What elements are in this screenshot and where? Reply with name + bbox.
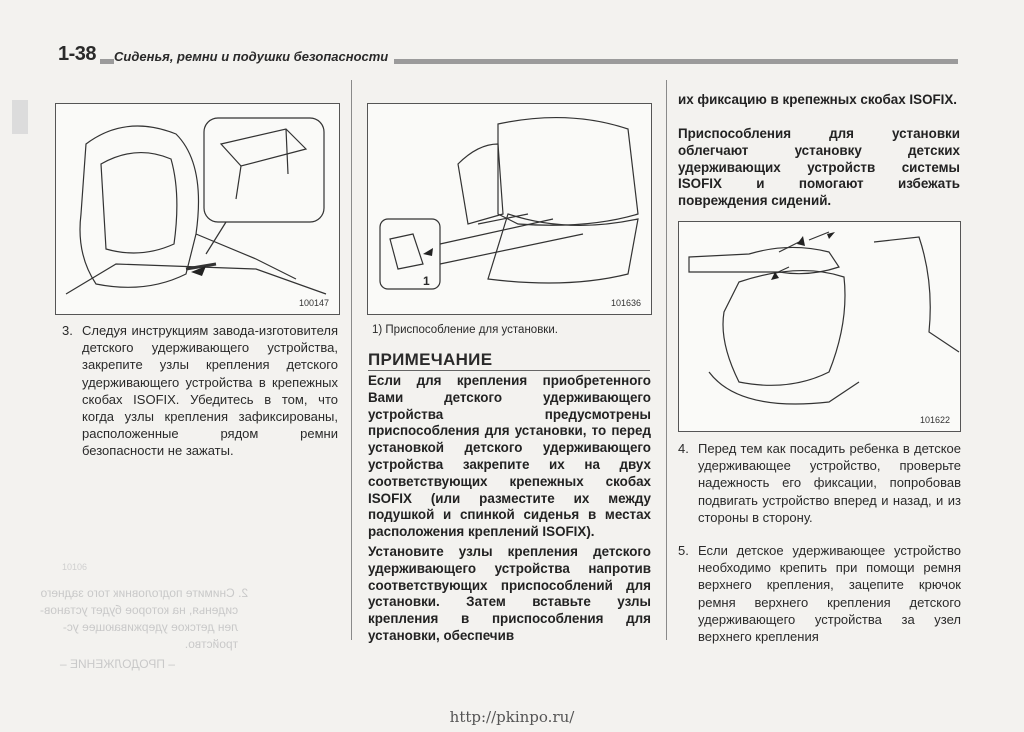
figure-number: 101636 [610, 298, 641, 308]
note-continued-2: Приспособления для установки облегчают установку детских удерживающих устройств системы ISOFIX и помогают избежать повреждения сидений. [678, 126, 960, 209]
figure-rear-seat [367, 103, 652, 315]
bleed-through-text: 2. Снимите подголовник того заднего сиденья, на которое будет установ- лен детское удерживающее ус- тройство. [40, 586, 249, 651]
column-divider-2 [666, 80, 667, 640]
figure-number: 101622 [919, 415, 950, 425]
step-number: 5. [678, 543, 689, 558]
rear-seat-illustration [368, 104, 651, 314]
note-paragraph-2: Установите узлы крепления детского удерживающего устройства напротив соответствующих приспособлений для установки. Затем вставьте узлы крепления в приспособления для установки, обеспечив [368, 544, 651, 643]
step-4 [678, 440, 961, 526]
step-3 [62, 322, 338, 460]
step-number: 4. [678, 441, 689, 456]
bleed-through-fignum: 10106 [62, 562, 88, 572]
step-text: Следуя инструкциям завода-изготовителя детского удерживающего устройства, закрепите узлы крепления детского удерживающего устройства в крепежных скобах ISOFIX. Убедитесь в том, что когда узлы крепления зафиксированы, расположенные рядом ремни безопасности не зажаты. [82, 323, 338, 459]
section-title: Сиденья, ремни и подушки безопасности [114, 49, 394, 64]
note-continued: их фиксацию в крепежных скобах ISOFIX. [678, 92, 958, 107]
seat-check-illustration [679, 222, 960, 431]
footer-url[interactable]: http://pkinpo.ru/ [449, 708, 575, 726]
page-number: 1-38 [58, 43, 100, 66]
figure-seat-check [678, 221, 961, 432]
note-title: ПРИМЕЧАНИЕ [368, 350, 493, 369]
bleed-through-footer: – ПРОДОЛЖЕНИЕ – [60, 657, 176, 671]
note-rule [368, 370, 650, 371]
step-number: 3. [62, 323, 73, 338]
note-paragraph-1: Если для крепления приобретенного Вами детского удерживающего устройства предусмотрены приспособления для установки, то перед установкой детского удерживающего устройства закрепите их на двух соответствующих крепежных скобах ISOFIX (или разместите их между подушкой и спинкой сиденья в местах расположения креплений ISOFIX). [368, 373, 651, 540]
step-text: Перед тем как посадить ребенка в детское удерживающее устройство, проверьте надежность его фиксации, попробовав подвигать устройство вперед и назад, и из стороны в сторону. [698, 441, 961, 525]
column-divider-1 [351, 80, 352, 640]
page-header [58, 44, 958, 66]
figure-number: 100147 [298, 298, 329, 308]
figure-isofix-latch [55, 103, 340, 315]
step-5 [678, 542, 961, 645]
callout-number: 1 [423, 274, 430, 288]
figure-caption: 1) Приспособление для установки. [372, 324, 558, 336]
step-text: Если детское удерживающее устройство необходимо крепить при помощи ремня верхнего крепления, зацепите крючок ремня верхнего крепления детского удерживающего устройства за узел верхнего крепления [698, 543, 961, 645]
child-seat-illustration [56, 104, 339, 314]
side-tab-marker [12, 100, 28, 134]
